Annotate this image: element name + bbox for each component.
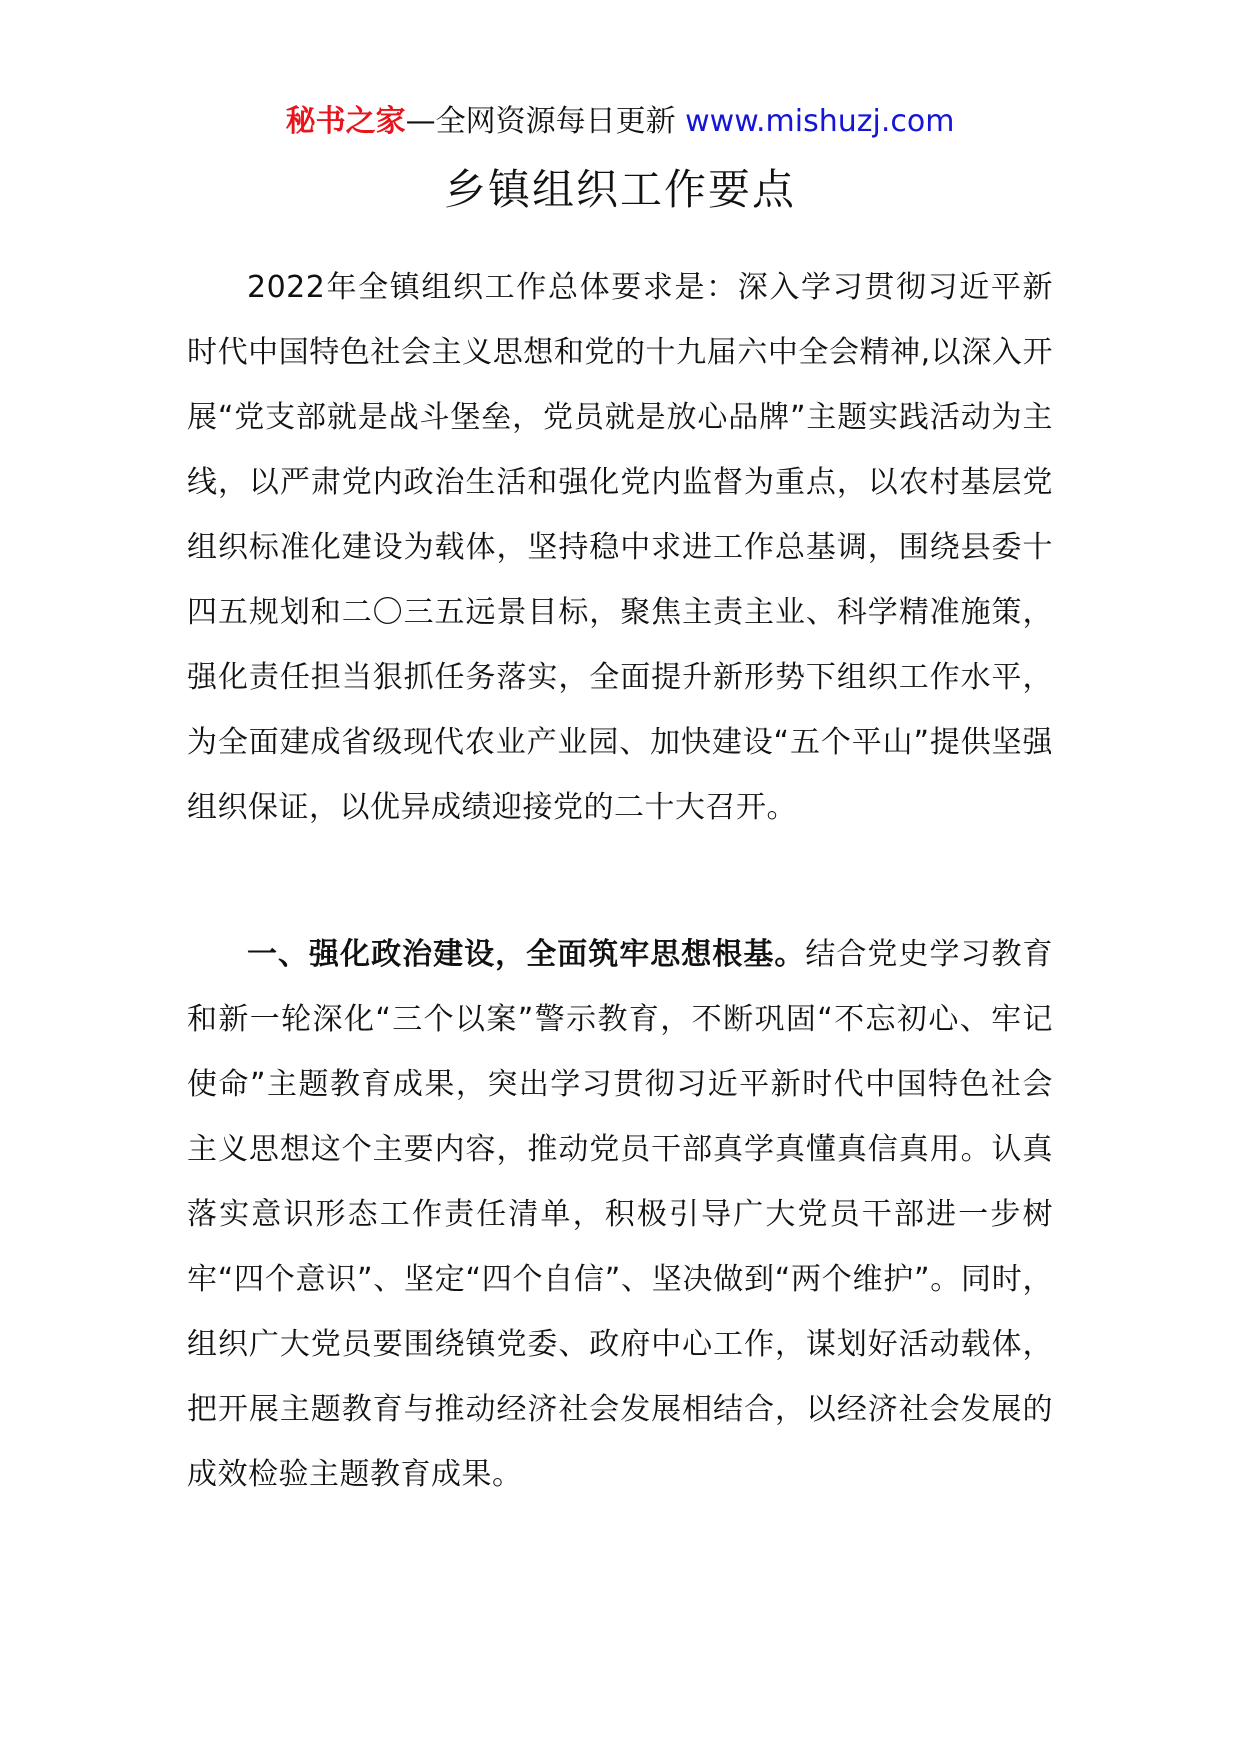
paragraph-text: 2022年全镇组织工作总体要求是：深入学习贯彻习近平新时代中国特色社会主义思想和党的十九届六中全会精神,以深入开展“党支部就是战斗堡垒，党员就是放心品牌”主题实践活动为主线，以严肃党内政治生活和强化党内监督为重点，以农村基层党组织标准化建设为载体，坚持稳中求进工作总基调，围绕县委十四五规划和二〇三五远景目标，聚焦主责主业、科学精准施策，强化责任担当狠抓任务落实，全面提升新形势下组织工作水平，为全面建成省级现代农业产业园、加快建设“五个平山”提供坚强组织保证，以优异成绩迎接党的二十大召开。 bbox=[187, 270, 1053, 825]
brand-name: 秘书之家 bbox=[285, 104, 406, 139]
site-header bbox=[0, 100, 1240, 144]
paragraph-text: 结合党史学习教育和新一轮深化“三个以案”警示教育，不断巩固“不忘初心、牢记使命”主题教育成果，突出学习贯彻习近平新时代中国特色社会主义思想这个主要内容，推动党员干部真学真懂真信真用。认真落实意识形态工作责任清单，积极引导广大党员干部进一步树牢“四个意识”、坚定“四个自信”、坚决做到“两个维护”。同时，组织广大党员要围绕镇党委、政府中心工作，谋划好活动载体，把开展主题教育与推动经济社会发展相结合，以经济社会发展的成效检验主题教育成果。 bbox=[187, 937, 1053, 1492]
header-slogan: —全网资源每日更新 bbox=[405, 104, 676, 139]
paragraph-intro bbox=[187, 255, 1053, 840]
paragraph-section-1 bbox=[187, 922, 1053, 1507]
site-url-link[interactable]: www.mishuzj.com bbox=[685, 104, 955, 139]
section-heading: 一、强化政治建设，全面筑牢思想根基。 bbox=[247, 937, 806, 972]
document-title: 乡镇组织工作要点 bbox=[443, 165, 796, 214]
